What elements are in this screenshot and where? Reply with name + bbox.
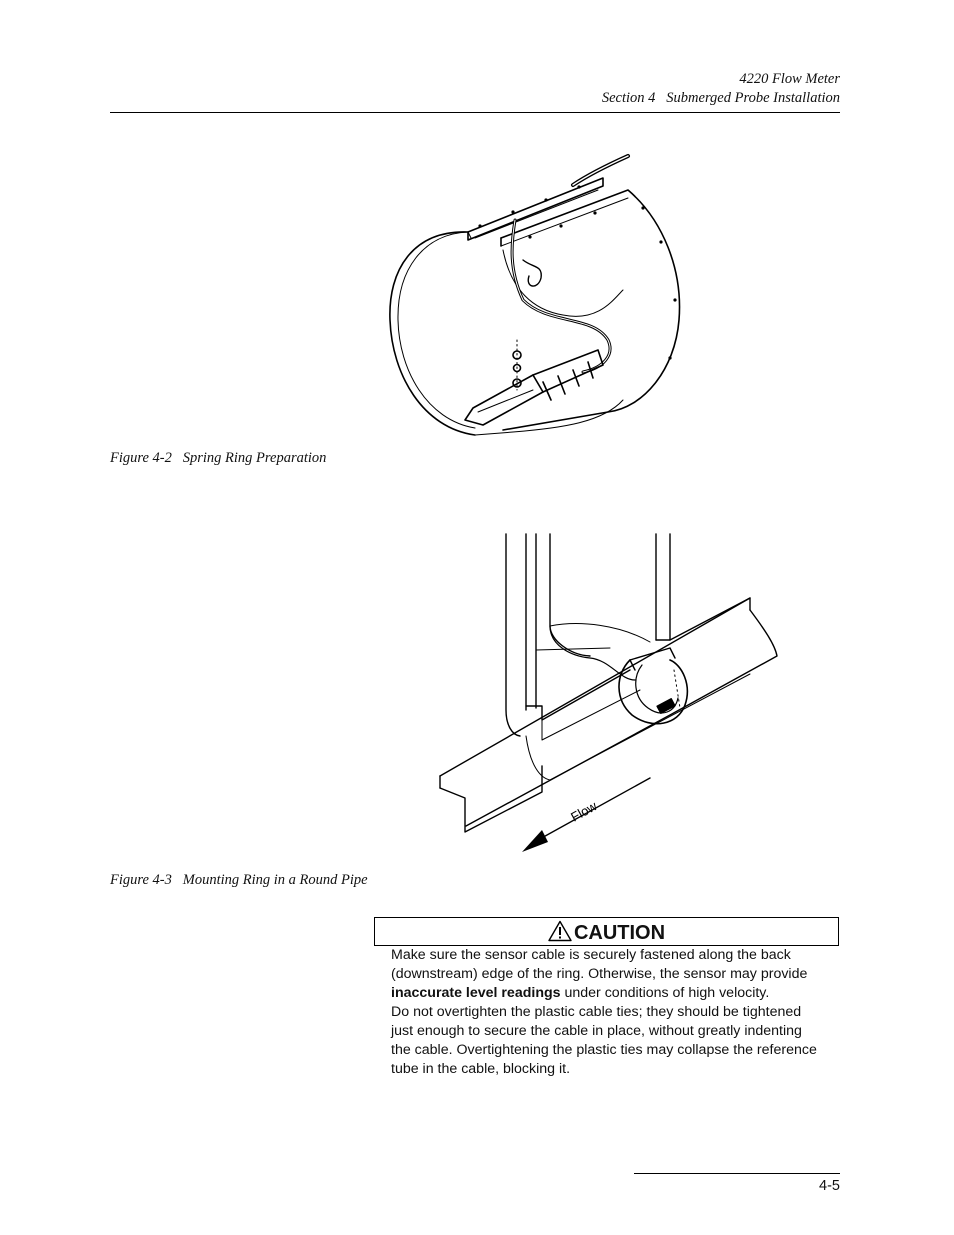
- footer-rule: [634, 1173, 840, 1174]
- caution-paragraph-1-start: Make sure the sensor cable is securely fastened along the back (downstream) edge of the ring. Otherwise, the sensor may provide: [391, 947, 808, 982]
- flow-label: Flow: [568, 798, 600, 825]
- mounting-ring-illustration: [430, 530, 790, 860]
- header-product: 4220 Flow Meter: [739, 71, 840, 87]
- caution-box: [374, 917, 839, 946]
- figure-2-caption: Figure 4-2 Spring Ring Preparation: [110, 450, 327, 466]
- spring-ring-illustration: [383, 150, 693, 445]
- caution-emphasis: inaccurate level readings: [391, 985, 561, 1001]
- page-number: 4-5: [819, 1178, 840, 1194]
- caution-text: [391, 946, 822, 1079]
- caution-paragraph-1-end: under conditions of high velocity.: [560, 985, 770, 1001]
- caution-title: [375, 920, 838, 945]
- figure-3-caption: Figure 4-3 Mounting Ring in a Round Pipe: [110, 872, 368, 888]
- running-header: [602, 70, 840, 108]
- caution-title-text: CAUTION: [573, 922, 666, 944]
- caution-paragraph-2: Do not overtighten the plastic cable ties; they should be tightened just enough to secure the cable in place, without greatly indenting the cable. Overtightening the plastic ties may collapse the reference tube in the cable, blocking it.: [391, 1004, 817, 1077]
- caution-paragraph-1: [391, 946, 822, 1003]
- warning-triangle-icon: [548, 920, 572, 942]
- header-section: Section 4 Submerged Probe Installation: [601, 90, 840, 106]
- header-rule: [110, 112, 840, 113]
